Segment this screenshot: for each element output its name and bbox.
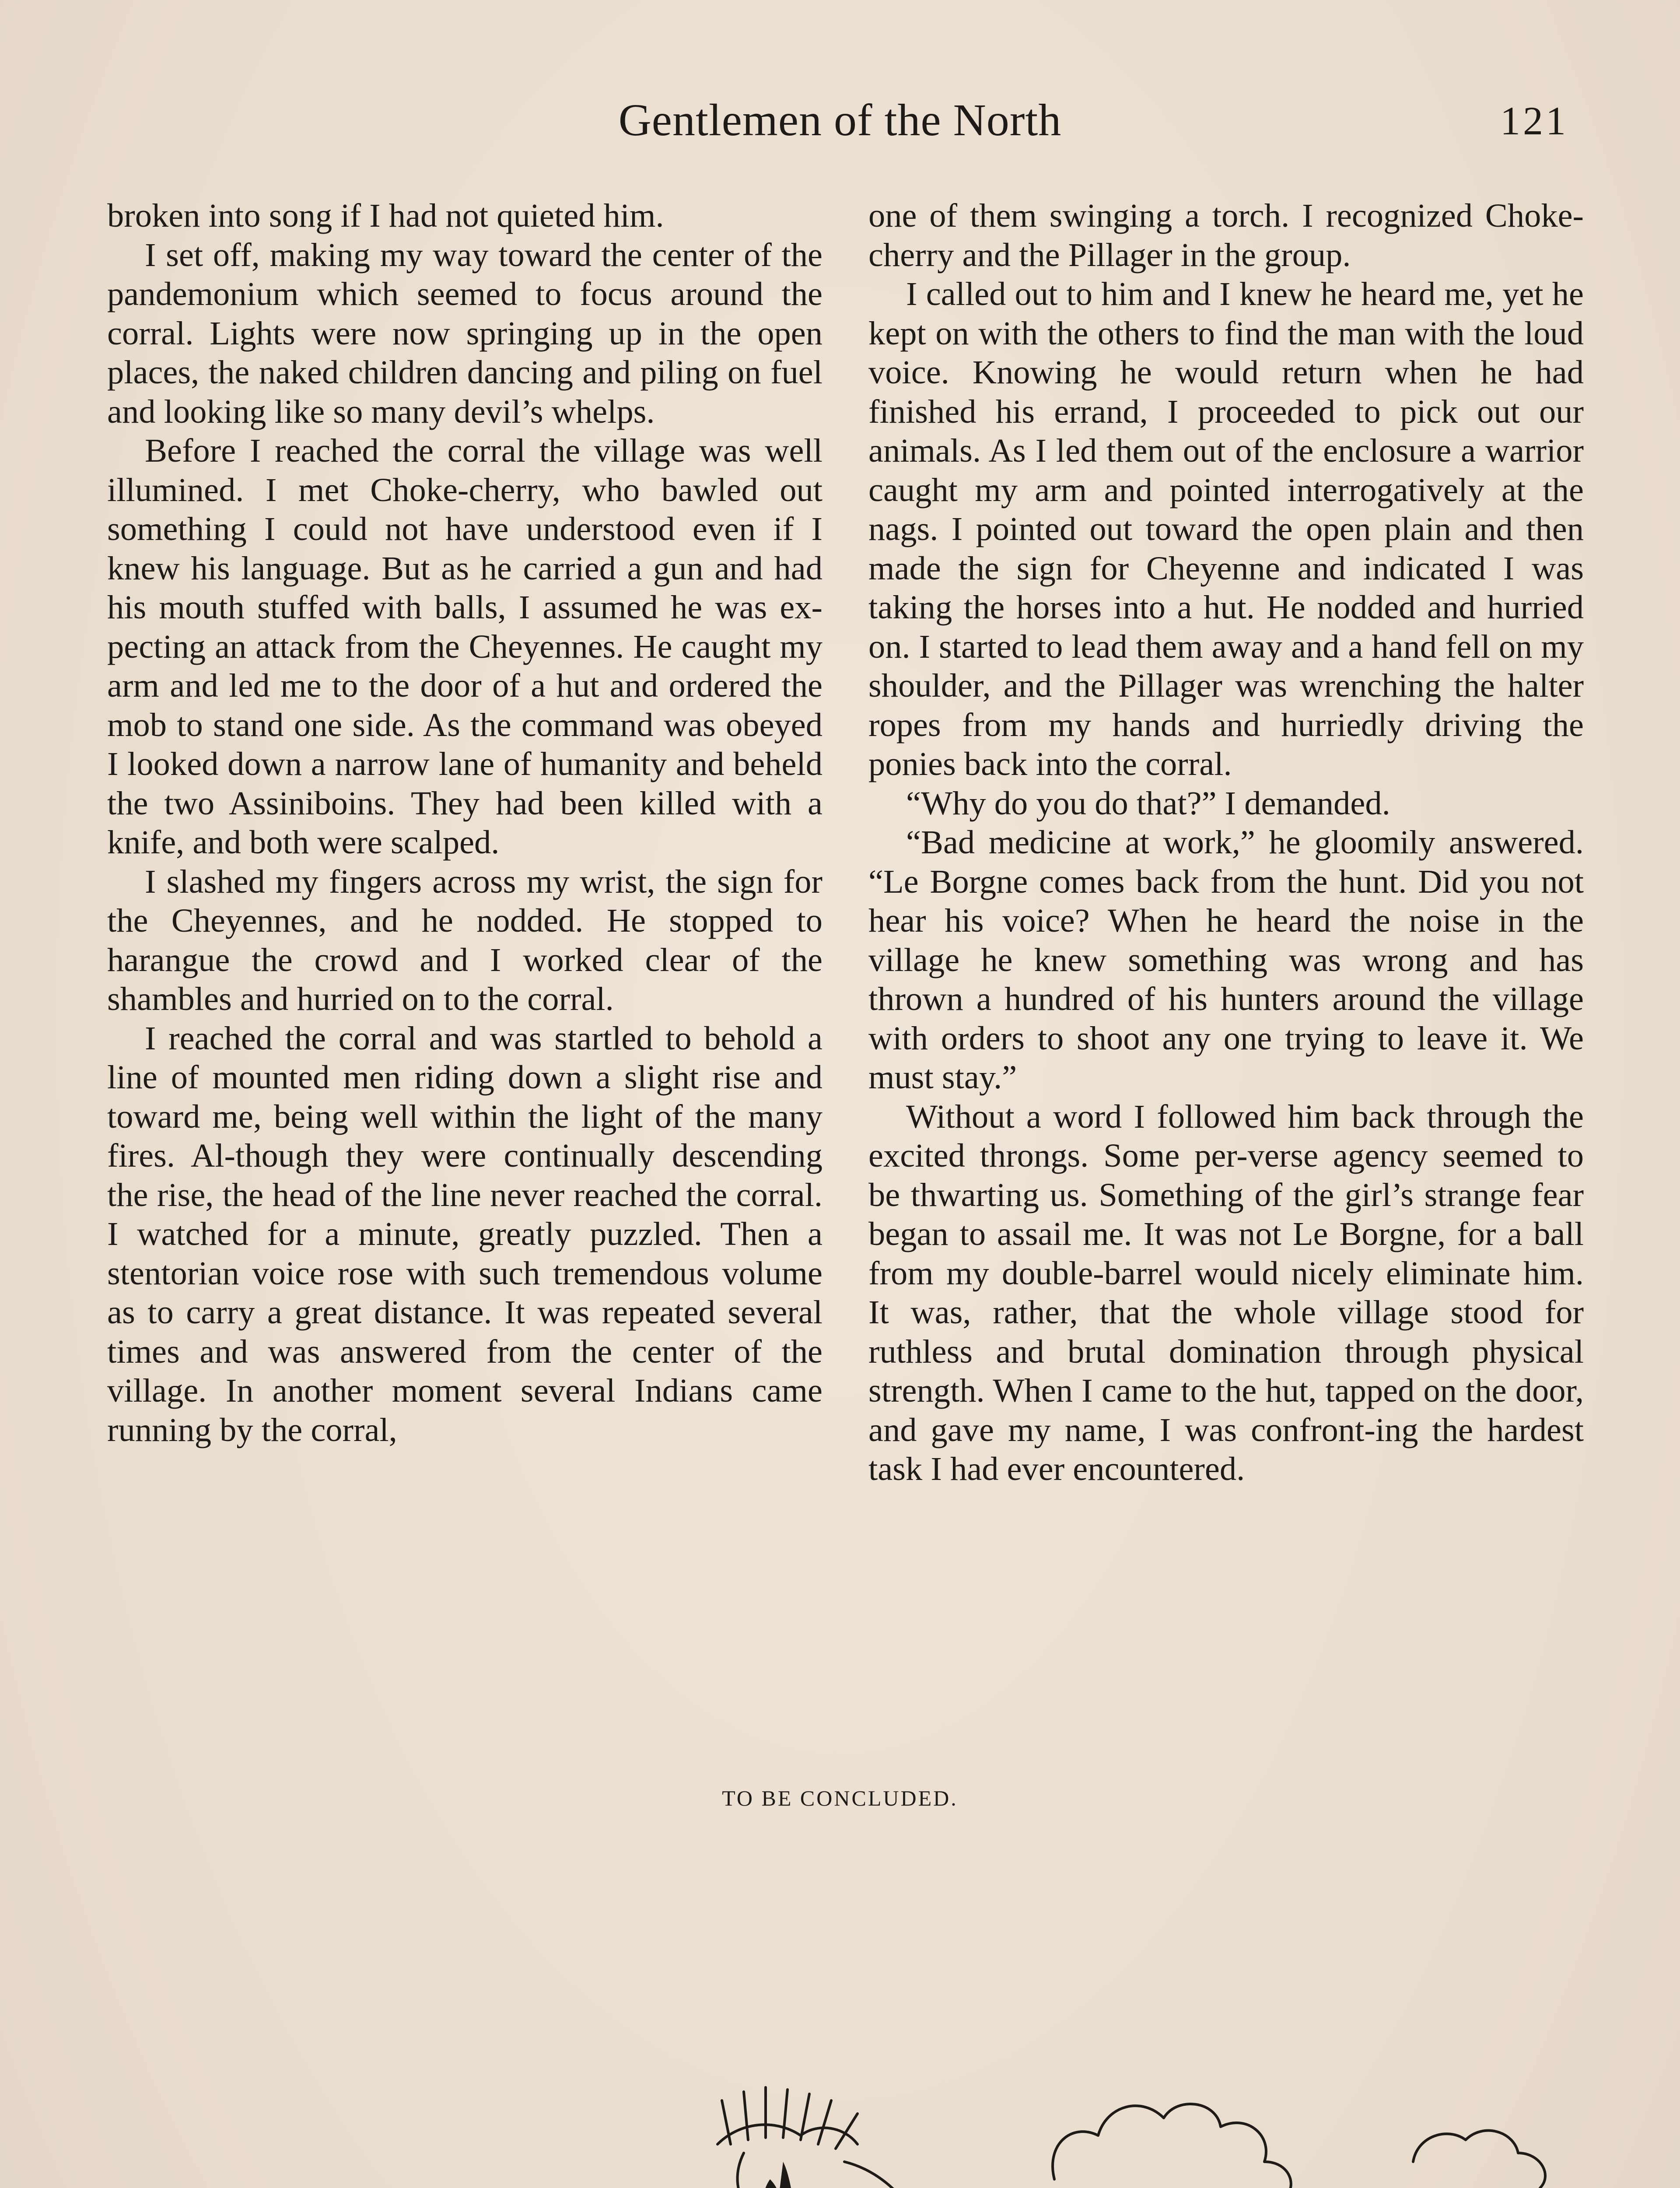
running-title: Gentlemen of the North xyxy=(618,95,1062,145)
paragraph: I called out to him and I knew he heard me, yet he kept on with the others to find the man with the loud voice. Knowing he would return when he had finished his errand, I proceeded to pick out our animals. As I led them out of the enclosure a warrior caught my arm and pointed interrogatively at the nags. I pointed out toward the open plain and then made the sign for Cheyenne and indicated I was taking the horses into a hut. He nodded and hurried on. I started to lead them away and a hand fell on my shoulder, and the Pillager was wrenching the halter ropes from my hands and hurriedly driving the ponies back into the corral. xyxy=(868,275,1584,782)
paragraph: Without a word I followed him back through the excited throngs. Some per-verse agency seemed to be thwarting us. Something of the girl’s strange fear began to assail me. It was not Le Borgne, for a ball from my double-barrel would nicely eliminate him. It was, rather, that the whole village stood for ruthless and brutal domination through physical strength. When I came to the hut, tapped on the door, and gave my name, I was confront-ing the hardest task I had ever encountered. xyxy=(868,1098,1584,1487)
page-number: 121 xyxy=(1500,98,1568,143)
right-column xyxy=(868,196,1584,1489)
paragraph: broken into song if I had not quieted him. xyxy=(107,197,664,234)
paragraph: “Bad medicine at work,” he gloomily answered. “Le Borgne comes back from the hunt. Did you not hear his voice? When he heard the noise in the village he knew something was wrong and has thrown a hundred of his hunters around the village with orders to shoot any one trying to leave it. We must stay.” xyxy=(868,824,1584,1096)
paragraph: one of them swinging a torch. I recognized Choke-cherry and the Pillager in the group. xyxy=(868,197,1584,274)
paragraph: Before I reached the corral the village was well illumined. I met Choke-cherry, who bawled out something I could not have understood even if I knew his language. But as he carried a gun and had his mouth stuffed with balls, I assumed he was ex-pecting an attack from the Cheyennes. He caught my arm and led me to the door of a hut and ordered the mob to stand one side. As the command was obeyed I looked down a narrow lane of humanity and beheld the two Assiniboins. They had been killed with a knife, and both were scalped. xyxy=(107,432,822,861)
indian-chief-landscape-illustration xyxy=(136,1917,1562,2188)
paragraph: I set off, making my way toward the center of the pandemonium which seemed to focus around the corral. Lights were now springing up in the open places, the naked children dancing and piling on fuel and looking like so many devil’s whelps. xyxy=(107,236,822,430)
running-head xyxy=(0,94,1680,155)
to-be-concluded-note: TO BE CONCLUDED. xyxy=(722,1786,958,1810)
paragraph: I slashed my fingers across my wrist, the sign for the Cheyennes, and he nodded. He stopped to harangue the crowd and I worked clear of the shambles and hurried on to the corral. xyxy=(107,863,822,1017)
left-column xyxy=(107,196,822,1449)
paragraph: I reached the corral and was startled to behold a line of mounted men riding down a slight rise and toward me, being well within the light of the many fires. Al-though they were continually descending the rise, the head of the line never reached the corral. I watched for a minute, greatly puzzled. Then a stentorian voice rose with such tremendous volume as to carry a great distance. It was repeated several times and was answered from the center of the village. In another moment several Indians came running by the corral, xyxy=(107,1019,822,1448)
paragraph: “Why do you do that?” I demanded. xyxy=(906,784,1390,822)
